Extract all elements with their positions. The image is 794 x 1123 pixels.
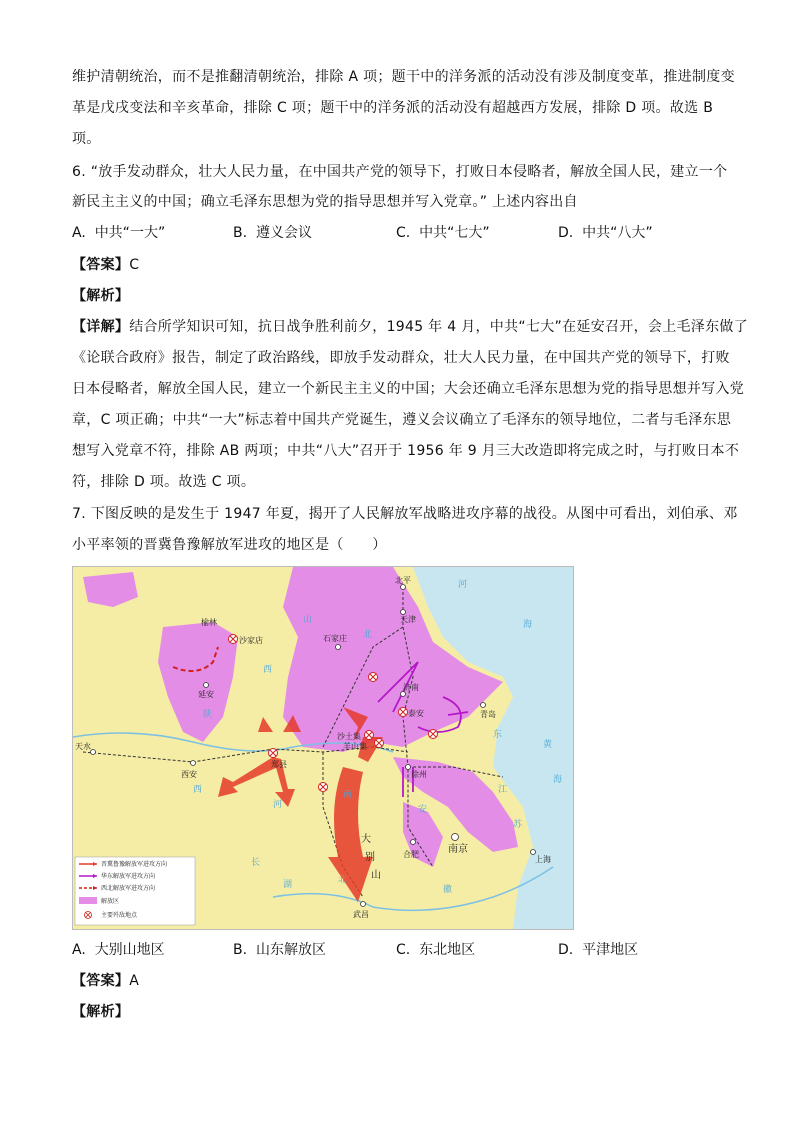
option-letter: B. bbox=[233, 942, 248, 958]
map-legend bbox=[75, 857, 195, 925]
answer-value: C bbox=[129, 257, 140, 273]
q6-detail: 日本侵略者，解放全国人民，建立一个新民主主义的中国；大会还确立毛泽东思想为党的指导思想并写入党 bbox=[72, 381, 745, 397]
region-label: 山 bbox=[303, 615, 313, 625]
city-label: 榆林 bbox=[201, 618, 217, 627]
region-label: 东 bbox=[493, 730, 503, 740]
city-label: 沙土集 bbox=[337, 732, 361, 741]
q6-detail: 想写入党章不符，排除 AB 两项；中共“八大”召开于 1956 年 9 月三大改造即将完成之时，与打败日本不 bbox=[72, 443, 740, 459]
city-label: 西安 bbox=[181, 770, 197, 779]
option-text: 遵义会议 bbox=[255, 225, 312, 241]
q6-detail bbox=[72, 317, 748, 337]
option-letter: D. bbox=[558, 225, 574, 241]
region-label: 海 bbox=[523, 620, 533, 630]
option-letter: D. bbox=[558, 942, 574, 958]
battle-marker-icon bbox=[369, 673, 378, 682]
battle-marker-icon bbox=[429, 730, 438, 739]
region-label: 北 bbox=[363, 630, 373, 640]
city-label: 沙家店 bbox=[239, 636, 263, 645]
q6-detail: 章，C 项正确；中共“一大”标志着中国共产党诞生，遵义会议确立了毛泽东的领导地位，二者与毛泽东思 bbox=[72, 412, 732, 428]
city-label: 泰安 bbox=[408, 709, 424, 718]
city-label: 上海 bbox=[535, 855, 551, 864]
city-label: 延安 bbox=[198, 690, 214, 699]
battle-marker-icon bbox=[269, 749, 278, 758]
answer-tag: 【答案】 bbox=[72, 973, 130, 989]
option-text: 中共“七大” bbox=[419, 225, 490, 241]
legend-label: 解放区 bbox=[101, 898, 120, 905]
legend-label: 晋冀鲁豫解放军进攻方向 bbox=[101, 861, 168, 868]
region-label: 江 bbox=[498, 785, 508, 795]
legend-label: 西北解放军进攻方向 bbox=[101, 885, 156, 892]
city-label: 羊山集 bbox=[343, 742, 367, 751]
city-label: 石家庄 bbox=[323, 634, 347, 643]
battle-map bbox=[72, 566, 574, 930]
option-text: 东北地区 bbox=[419, 942, 476, 958]
region-label: 山 bbox=[371, 870, 381, 881]
question-7-stem: 7. 下图反映的是发生于 1947 年夏，揭开了人民解放军战略进攻序幕的战役。从图中可看出，刘伯承、邓 bbox=[72, 506, 738, 522]
region-label: 别 bbox=[365, 852, 375, 863]
option-letter: C. bbox=[396, 225, 411, 241]
region-label: 黄 bbox=[543, 740, 553, 750]
answer-tag: 【答案】 bbox=[72, 257, 130, 273]
q7-option-d bbox=[558, 940, 638, 960]
option-letter: A. bbox=[72, 942, 86, 958]
region-label: 大 bbox=[361, 834, 371, 845]
battle-marker-icon bbox=[319, 783, 328, 792]
region-label: 安 bbox=[418, 805, 428, 815]
q7-analysis-tag: 【解析】 bbox=[72, 1004, 130, 1020]
q6-detail: 《论联合政府》报告，制定了政治路线，即放手发动群众，壮大人民力量，在中国共产党的领导下，打败 bbox=[72, 350, 730, 366]
city-label: 郑县 bbox=[271, 760, 287, 769]
text-line: 维护清朝统治，而不是推翻清朝统治，排除 A 项；题干中的洋务派的活动没有涉及制度变革，推进制度变 bbox=[72, 69, 735, 85]
city-label: 北平 bbox=[395, 576, 411, 585]
option-letter: B. bbox=[233, 225, 248, 241]
detail-tag: 【详解】 bbox=[72, 319, 130, 335]
q6-detail: 符，排除 D 项。故选 C 项。 bbox=[72, 474, 256, 490]
option-text: 中共“一大” bbox=[94, 225, 166, 241]
region-label: 河 bbox=[273, 800, 283, 810]
q7-answer bbox=[72, 971, 722, 991]
city-label: 济南 bbox=[403, 683, 419, 692]
city-label: 徐州 bbox=[411, 770, 427, 779]
city-label: 青岛 bbox=[480, 710, 496, 719]
option-letter: C. bbox=[396, 942, 411, 958]
region-label: 河 bbox=[458, 580, 468, 590]
battle-marker-icon bbox=[399, 708, 408, 717]
option-text: 平津地区 bbox=[582, 942, 639, 958]
question-6-stem: 新民主主义的中国；确立毛泽东思想为党的指导思想并写入党章。” 上述内容出自 bbox=[72, 194, 578, 210]
battle-marker-icon bbox=[375, 739, 384, 748]
legend-label: 主要歼敌地点 bbox=[101, 912, 138, 919]
region-label: 北 bbox=[338, 875, 348, 885]
answer-value: A bbox=[129, 973, 140, 989]
legend-label: 华东解放军进攻方向 bbox=[101, 873, 156, 880]
region-label: 西 bbox=[263, 665, 273, 675]
option-text: 大别山地区 bbox=[94, 942, 165, 958]
battle-marker-icon bbox=[365, 731, 374, 740]
q6-analysis-tag: 【解析】 bbox=[72, 288, 130, 304]
region-label: 长 bbox=[251, 858, 261, 868]
city-label: 合肥 bbox=[403, 850, 419, 859]
question-7-stem: 小平率领的晋冀鲁豫解放军进攻的地区是（ ） bbox=[72, 537, 387, 553]
region-label: 苏 bbox=[513, 820, 523, 830]
option-text: 山东解放区 bbox=[255, 942, 326, 958]
detail-text: 结合所学知识可知，抗日战争胜利前夕，1945 年 4 月，中共“七大”在延安召开，会上毛泽东做了 bbox=[129, 319, 748, 335]
city-label: 南京 bbox=[448, 844, 468, 855]
region-label: 海 bbox=[553, 775, 563, 785]
region-label: 湖 bbox=[283, 880, 293, 890]
q6-option-d bbox=[558, 223, 653, 243]
q7-option-a bbox=[72, 940, 165, 960]
option-letter: A. bbox=[72, 225, 86, 241]
region-label: 陕 bbox=[203, 710, 213, 720]
q7-option-b bbox=[233, 940, 326, 960]
q6-option-a bbox=[72, 223, 165, 243]
question-6-stem: 6. “放手发动群众，壮大人民力量，在中国共产党的领导下，打败日本侵略者，解放全国人民，建立一个 bbox=[72, 164, 728, 180]
text-line: 革是戊戌变法和辛亥革命，排除 C 项；题干中的洋务派的活动没有超越西方发展，排除 D 项。故选 B bbox=[72, 100, 714, 116]
region-label: 西 bbox=[193, 785, 203, 795]
q6-option-b bbox=[233, 223, 312, 243]
q6-option-c bbox=[396, 223, 490, 243]
region-label: 南 bbox=[343, 790, 353, 800]
city-label: 天津 bbox=[400, 615, 416, 624]
text-line: 项。 bbox=[72, 131, 101, 147]
region-label: 徽 bbox=[443, 885, 453, 895]
q6-answer bbox=[72, 255, 722, 275]
q7-option-c bbox=[396, 940, 475, 960]
battle-marker-icon bbox=[229, 635, 238, 644]
city-label: 天水 bbox=[75, 742, 91, 751]
city-label: 武昌 bbox=[353, 910, 369, 919]
option-text: 中共“八大” bbox=[582, 225, 653, 241]
